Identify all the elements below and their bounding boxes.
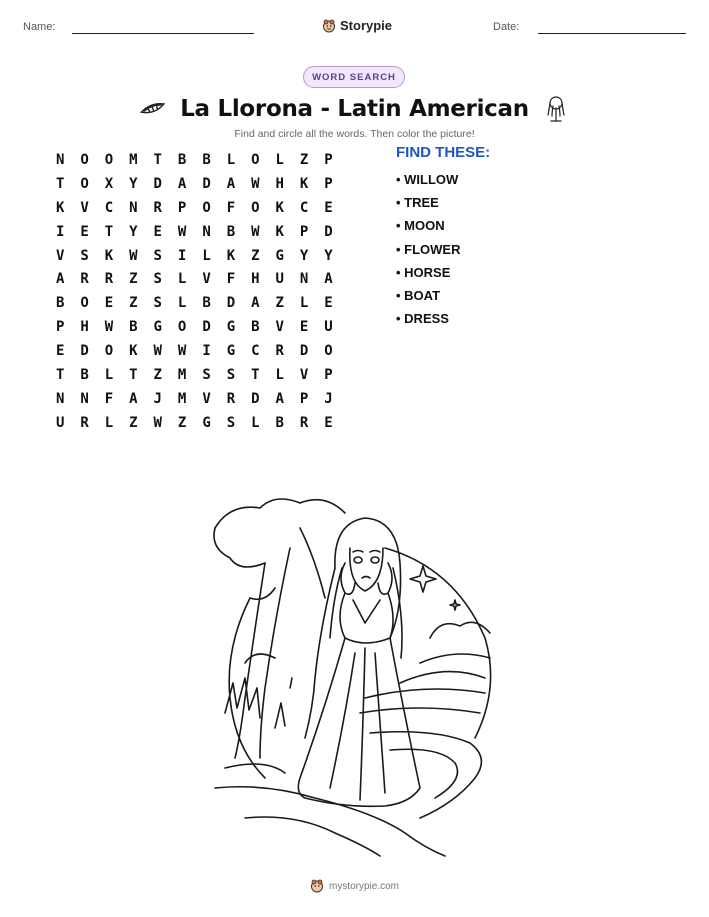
grid-cell[interactable]: W [177,223,187,240]
grid-cell[interactable]: I [177,247,187,264]
grid-cell[interactable]: W [129,247,138,264]
grid-cell[interactable]: U [275,271,284,288]
grid-cell[interactable]: E [55,343,65,360]
word-item: • FLOWER [396,241,461,257]
grid-cell[interactable]: W [177,343,187,360]
grid-cell[interactable]: P [299,390,309,407]
grid-cell[interactable]: O [251,151,260,168]
grid-cell[interactable]: K [104,247,114,264]
header-row [0,18,709,38]
footer-url[interactable]: mystorypie.com [328,880,399,892]
grid-cell[interactable]: I [202,343,211,360]
grid-cell[interactable]: M [177,366,187,383]
grid-cell[interactable]: H [275,175,284,192]
grid-cell[interactable]: T [251,366,260,383]
grid-cell[interactable]: L [275,151,284,168]
grid-cell[interactable]: L [177,271,187,288]
grid-cell[interactable]: K [226,247,236,264]
grid-cell[interactable]: X [104,175,114,192]
grid-cell[interactable]: V [202,271,211,288]
grid-cell[interactable]: G [202,414,211,431]
grid-cell[interactable]: N [129,199,138,216]
brand-name: Storypie [340,18,393,33]
grid-cell[interactable]: A [324,271,333,288]
grid-cell[interactable]: A [275,390,284,407]
grid-cell[interactable]: B [275,414,284,431]
grid-cell[interactable]: V [55,247,65,264]
page-title: La Llorona - Latin American [180,96,529,122]
grid-cell[interactable]: P [324,151,333,168]
grid-cell[interactable]: O [324,343,333,360]
grid-cell[interactable]: V [202,390,211,407]
grid-cell[interactable]: Y [299,247,309,264]
grid-cell[interactable]: S [80,247,89,264]
grid-cell[interactable]: T [129,366,138,383]
name-label: Name: [23,21,56,33]
grid-cell[interactable]: W [251,175,260,192]
word-list-title: FIND THESE: [396,144,491,161]
grid-cell[interactable]: Z [275,295,284,312]
grid-cell[interactable]: G [226,319,236,336]
date-label: Date: [493,21,520,33]
grid-cell[interactable]: E [104,295,114,312]
grid-cell[interactable]: K [275,199,284,216]
grid-cell[interactable]: P [55,319,65,336]
grid-cell[interactable]: C [299,199,309,216]
grid-cell[interactable]: Z [177,414,187,431]
grid-cell[interactable]: D [299,343,309,360]
grid-cell[interactable]: J [324,390,333,407]
grid-cell[interactable]: H [80,319,89,336]
word-item: • WILLOW [396,172,459,187]
grid-cell[interactable]: R [153,199,162,216]
grid-cell[interactable]: P [324,175,333,192]
willow-tree-icon [541,94,571,124]
grid-cell[interactable]: L [251,414,260,431]
grid-cell[interactable]: S [153,271,162,288]
grid-cell[interactable]: E [153,223,162,240]
grid-cell[interactable]: U [55,414,65,431]
grid-cell[interactable]: T [104,223,114,240]
brand-logo [322,18,392,33]
grid-cell[interactable]: B [202,295,211,312]
grid-cell[interactable]: G [275,247,284,264]
grid-cell[interactable]: K [299,175,309,192]
grid-cell[interactable]: O [251,199,260,216]
grid-cell[interactable]: F [226,199,236,216]
grid-cell[interactable]: O [104,151,114,168]
grid-cell[interactable]: B [226,223,236,240]
grid-cell[interactable]: E [324,414,333,431]
grid-cell[interactable]: E [324,199,333,216]
grid-cell[interactable]: B [251,319,260,336]
grid-cell[interactable]: V [80,199,89,216]
grid-cell[interactable]: R [80,271,89,288]
grid-cell[interactable]: I [55,223,65,240]
boat-icon [138,94,168,124]
grid-cell[interactable]: S [153,295,162,312]
grid-cell[interactable]: R [299,414,309,431]
grid-cell[interactable]: D [324,223,333,240]
grid-cell[interactable]: D [202,175,211,192]
grid-cell[interactable]: R [104,271,114,288]
grid-cell[interactable]: D [202,319,211,336]
grid-cell[interactable]: F [104,390,114,407]
grid-cell[interactable]: O [177,319,187,336]
grid-cell[interactable]: U [324,319,333,336]
grid-cell[interactable]: E [324,295,333,312]
grid-cell[interactable]: M [129,151,138,168]
grid-cell[interactable]: Y [129,223,138,240]
grid-cell[interactable]: P [324,366,333,383]
grid-cell[interactable]: E [80,223,89,240]
grid-cell[interactable]: P [299,223,309,240]
weeping-woman-by-river-illustration [205,488,505,860]
grid-cell[interactable]: L [275,366,284,383]
grid-cell[interactable]: V [299,366,309,383]
grid-cell[interactable]: Z [129,271,138,288]
grid-cell[interactable]: V [275,319,284,336]
grid-cell[interactable]: Z [129,414,138,431]
word-list [396,144,490,334]
word-search-badge: WORD SEARCH [303,66,405,88]
grid-cell[interactable]: D [153,175,162,192]
grid-cell[interactable]: C [104,199,114,216]
letter-grid [48,148,373,435]
grid-cell[interactable]: M [177,390,187,407]
grid-cell[interactable]: K [55,199,65,216]
grid-cell[interactable]: L [104,414,114,431]
grid-cell[interactable]: W [153,414,162,431]
grid-cell[interactable]: N [202,223,211,240]
grid-cell[interactable]: B [80,366,89,383]
grid-cell[interactable]: K [275,223,284,240]
word-item: • HORSE [396,264,451,280]
word-item: • BOAT [396,287,441,303]
grid-cell[interactable]: K [129,343,138,360]
grid-cell[interactable]: S [226,414,236,431]
grid-cell[interactable]: F [226,271,236,288]
grid-cell[interactable]: N [80,390,89,407]
grid-cell[interactable]: N [55,151,65,168]
grid-cell[interactable]: O [202,199,211,216]
grid-cell[interactable]: W [104,319,114,336]
grid-cell[interactable]: S [226,366,236,383]
word-item: • TREE [396,195,439,211]
grid-cell[interactable]: N [299,271,309,288]
grid-cell[interactable]: B [177,151,187,168]
grid-cell[interactable]: G [153,319,162,336]
grid-cell[interactable]: E [299,319,309,336]
grid-cell[interactable]: N [55,390,65,407]
grid-cell[interactable]: D [251,390,260,407]
grid-cell[interactable]: T [153,151,162,168]
grid-cell[interactable]: O [104,343,114,360]
grid-cell[interactable]: D [80,343,89,360]
grid-cell[interactable]: A [129,390,138,407]
grid-cell[interactable]: L [299,295,309,312]
footer [0,879,709,893]
grid-cell[interactable]: B [202,151,211,168]
grid-cell[interactable]: H [251,271,260,288]
grid-cell[interactable]: C [251,343,260,360]
grid-cell[interactable]: S [202,366,211,383]
grid-cell[interactable]: D [226,295,236,312]
name-field[interactable] [72,33,254,34]
grid-cell[interactable]: O [80,295,89,312]
grid-cell[interactable]: J [153,390,162,407]
grid-cell[interactable]: Z [299,151,309,168]
grid-cell[interactable]: A [177,175,187,192]
grid-cell[interactable]: B [129,319,138,336]
grid-cell[interactable]: T [55,175,65,192]
storypie-logo-icon [310,879,324,893]
grid-cell[interactable]: L [104,366,114,383]
grid-cell[interactable]: W [153,343,162,360]
grid-cell[interactable]: T [55,366,65,383]
grid-cell[interactable]: L [226,151,236,168]
grid-cell[interactable]: R [275,343,284,360]
grid-cell[interactable]: Z [129,295,138,312]
grid-cell[interactable]: L [177,295,187,312]
grid-cell[interactable]: O [80,175,89,192]
date-field[interactable] [538,33,686,34]
grid-cell[interactable]: R [226,390,236,407]
grid-cell[interactable]: O [80,151,89,168]
grid-cell[interactable]: W [251,223,260,240]
grid-cell[interactable]: A [251,295,260,312]
grid-cell[interactable]: P [177,199,187,216]
grid-cell[interactable]: Z [153,366,162,383]
grid-cell[interactable]: Y [129,175,138,192]
grid-cell[interactable]: Z [251,247,260,264]
instructions: Find and circle all the words. Then color the picture! [234,128,475,140]
word-item: • DRESS [396,311,449,327]
grid-cell[interactable]: A [55,271,65,288]
title-row [0,92,709,126]
grid-cell[interactable]: B [55,295,65,312]
grid-cell[interactable]: Y [324,247,333,264]
word-item: • MOON [396,218,445,234]
grid-cell[interactable]: S [153,247,162,264]
storypie-logo-icon [322,19,336,33]
grid-cell[interactable]: R [80,414,89,431]
grid-cell[interactable]: L [202,247,211,264]
grid-cell[interactable]: A [226,175,236,192]
grid-cell[interactable]: G [226,343,236,360]
